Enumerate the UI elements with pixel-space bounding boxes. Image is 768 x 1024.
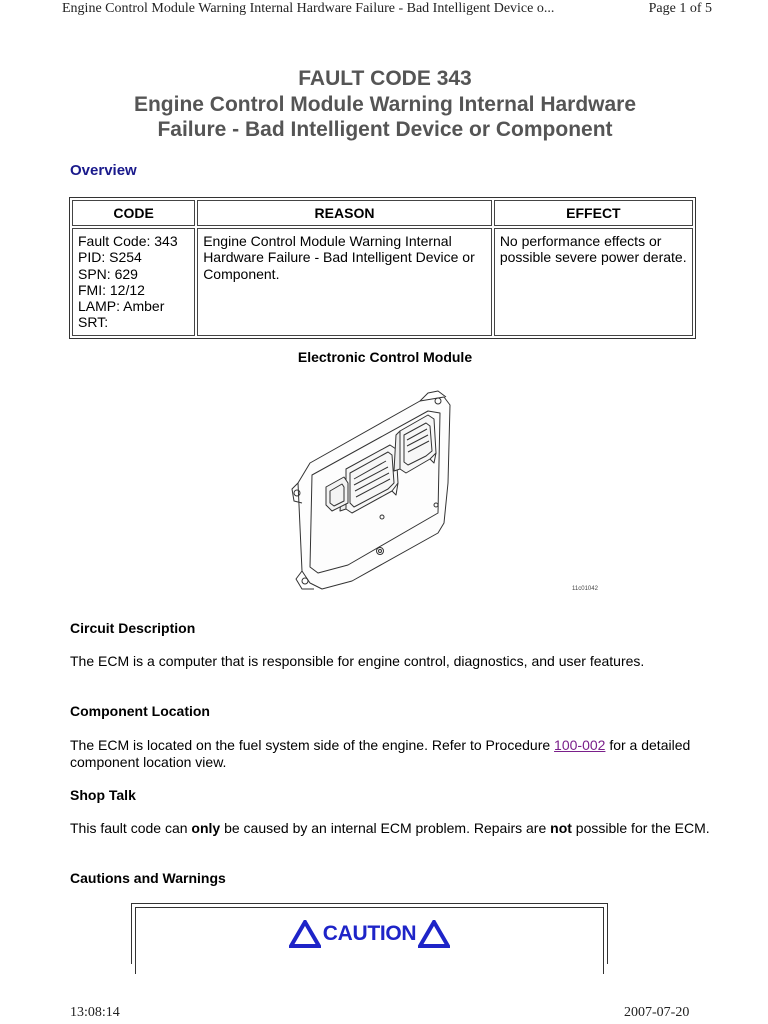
code-cell (72, 228, 195, 336)
shop-talk-text-3: possible for the ECM. (571, 820, 710, 836)
shop-talk-emphasis-not: not (550, 820, 572, 836)
header-title: Engine Control Module Warning Internal Hardware Failure - Bad Intelligent Device o... (62, 1, 555, 16)
fault-code-title: FAULT CODE 343 (298, 67, 472, 90)
code-line-srt: SRT: (78, 314, 109, 331)
warning-triangle-icon (418, 920, 450, 948)
code-line-fault-code: Fault Code: 343 (78, 233, 178, 249)
table-row (72, 228, 693, 336)
figure-id: 11c01042 (572, 586, 598, 592)
fault-title-line-3: Failure - Bad Intelligent Device or Component (157, 118, 613, 141)
footer-date: 2007-07-20 (624, 1005, 690, 1020)
circuit-description-text: The ECM is a computer that is responsible for engine control, diagnostics, and user features. (70, 653, 645, 669)
code-line-fmi: FMI: 12/12 (78, 281, 145, 298)
footer-time: 13:08:14 (70, 1005, 120, 1020)
code-line-pid: PID: S254 (78, 249, 142, 266)
table-header-row (72, 200, 693, 226)
component-location-text-end: for a detailed component location view. (70, 737, 691, 770)
column-header-code: CODE (72, 200, 195, 226)
ecm-illustration (288, 383, 468, 593)
shop-talk-heading: Shop Talk (70, 787, 136, 803)
caution-box (131, 903, 608, 964)
shop-talk-text-1: This fault code can (70, 820, 192, 836)
caution-text: CAUTION (322, 922, 417, 945)
shop-talk-text (70, 820, 710, 837)
component-location-heading: Component Location (70, 703, 210, 719)
fault-code-table (69, 197, 696, 339)
warning-triangle-icon (289, 920, 321, 948)
shop-talk-emphasis-only: only (191, 820, 221, 836)
column-header-reason: REASON (197, 200, 492, 226)
code-line-spn: SPN: 629 (78, 265, 138, 282)
fault-title-line-2: Engine Control Module Warning Internal Hardware (133, 93, 637, 116)
code-line-lamp: LAMP: Amber (78, 298, 165, 315)
overview-heading: Overview (70, 162, 137, 179)
figure-caption: Electronic Control Module (297, 349, 473, 365)
shop-talk-text-2: be caused by an internal ECM problem. Repairs are (220, 820, 551, 836)
cautions-warnings-heading: Cautions and Warnings (70, 870, 226, 886)
circuit-description-heading: Circuit Description (70, 620, 196, 636)
page-header (62, 0, 712, 18)
component-location-text (70, 737, 710, 770)
page-indicator: Page 1 of 5 (648, 1, 712, 16)
column-header-effect: EFFECT (494, 200, 693, 226)
caution-label (132, 920, 607, 948)
component-location-text-start: The ECM is located on the fuel system side of the engine. Refer to Procedure (70, 737, 555, 753)
effect-cell: No performance effects or possible severe power derate. (494, 228, 693, 336)
procedure-link[interactable]: 100-002 (554, 737, 606, 753)
reason-cell: Engine Control Module Warning Internal Hardware Failure - Bad Intelligent Device or Component. (197, 228, 492, 336)
